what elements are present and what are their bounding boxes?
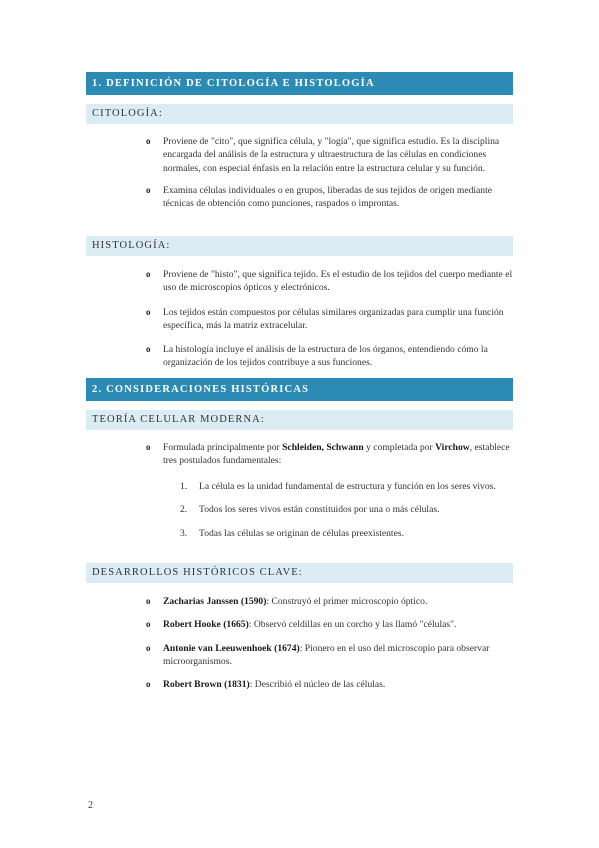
list-item-text: Proviene de "cito", que significa célula, y "logía", que significa estudio. Es la disciplina encargada del análisis de la estructura y ultraestructura de las células en condiciones normales, con especial énfasis en la relación entre la estructura celular y su función. — [163, 136, 500, 174]
bullet-icon: o — [146, 596, 151, 606]
bullet-icon: o — [146, 306, 151, 317]
scientist-contribution: : Describió el núcleo de las células. — [249, 679, 386, 691]
item-number: 3. — [180, 527, 188, 539]
item-text: La célula es la unidad fundamental de estructura y función en los seres vivos. — [199, 481, 496, 492]
desarrollos-list — [146, 595, 514, 691]
subheading-desarrollos: DESARROLLOS HISTÓRICOS CLAVE: — [86, 563, 513, 583]
scientist-name: Zacharias Janssen (1590) — [163, 596, 267, 607]
list-item — [146, 642, 514, 669]
list-item-text: Los tejidos están compuestos por células similares organizadas para cumplir una función específica, más la matriz extracelular. — [163, 306, 504, 331]
bullet-icon: o — [146, 184, 151, 195]
item-number: 2. — [180, 504, 188, 516]
page-number: 2 — [88, 800, 93, 811]
bullet-icon: o — [146, 679, 151, 690]
item-text: Todos los seres vivos están constituidos por una o más células. — [199, 504, 440, 516]
scientist-name: Antonie van Leeuwenhoek (1674) — [163, 642, 300, 654]
histologia-list — [146, 268, 514, 370]
citologia-list — [146, 135, 514, 210]
list-item — [146, 595, 514, 608]
numbered-item — [180, 527, 510, 540]
bullet-icon: o — [146, 442, 151, 452]
list-item-text: La histología incluye el análisis de la estructura de los órganos, entendiendo cómo la organización de los tejidos contribuye a sus funciones. — [163, 344, 488, 369]
intro-text-a: Formulada principalmente por — [163, 442, 283, 453]
list-item-text: Proviene de "histo", que significa tejido. Es el estudio de los tejidos del cuerpo mediante el uso de microscopios ópticos y electrónicos. — [163, 269, 513, 294]
bullet-icon: o — [146, 619, 151, 630]
item-number: 1. — [180, 481, 188, 492]
scientist-name: Robert Brown (1831) — [163, 679, 250, 691]
postulados-list — [180, 480, 510, 540]
section-heading-definicion: 1. DEFINICIÓN DE CITOLOGÍA E HISTOLOGÍA — [86, 72, 513, 95]
bullet-icon: o — [146, 269, 151, 279]
bullet-icon: o — [146, 344, 151, 355]
teoria-list — [146, 441, 514, 468]
item-text: Todas las células se originan de células preexistentes. — [199, 527, 404, 539]
bullet-icon: o — [146, 642, 151, 653]
bullet-icon: o — [146, 136, 151, 146]
list-item — [146, 618, 514, 631]
scientist-name: Robert Hooke (1665) — [163, 619, 249, 631]
list-item — [146, 678, 514, 691]
list-item-text: Examina células individuales o en grupos, liberadas de sus tejidos de origen mediante técnicas de obtención como punciones, raspados o improntas. — [163, 184, 493, 210]
scientist-contribution: : Pionero en el uso del microscopio para observar microorganismos. — [163, 642, 490, 667]
numbered-item — [180, 480, 510, 493]
subheading-citologia: CITOLOGÍA: — [86, 104, 513, 124]
list-item — [146, 135, 514, 175]
list-item — [146, 343, 514, 370]
list-item — [146, 306, 514, 333]
intro-names-bold: Schleiden, Schwann — [282, 442, 364, 453]
subheading-teoria-celular: TEORÍA CELULAR MODERNA: — [86, 410, 513, 430]
numbered-item — [180, 503, 510, 516]
intro-text-c: y completada por — [363, 442, 436, 453]
intro-virchow-bold: Virchow — [435, 442, 470, 453]
scientist-contribution: : Construyó el primer microscopio óptico. — [266, 596, 428, 607]
intro-text-e: , establece tres postulados fundamentales: — [163, 442, 510, 467]
list-item — [146, 441, 514, 468]
subheading-histologia: HISTOLOGÍA: — [86, 236, 513, 256]
list-item — [146, 268, 514, 295]
list-item — [146, 184, 514, 211]
scientist-contribution: : Observó celdillas en un corcho y las llamó "células". — [248, 619, 457, 631]
section-heading-historicas: 2. CONSIDERACIONES HISTÓRICAS — [86, 378, 513, 401]
